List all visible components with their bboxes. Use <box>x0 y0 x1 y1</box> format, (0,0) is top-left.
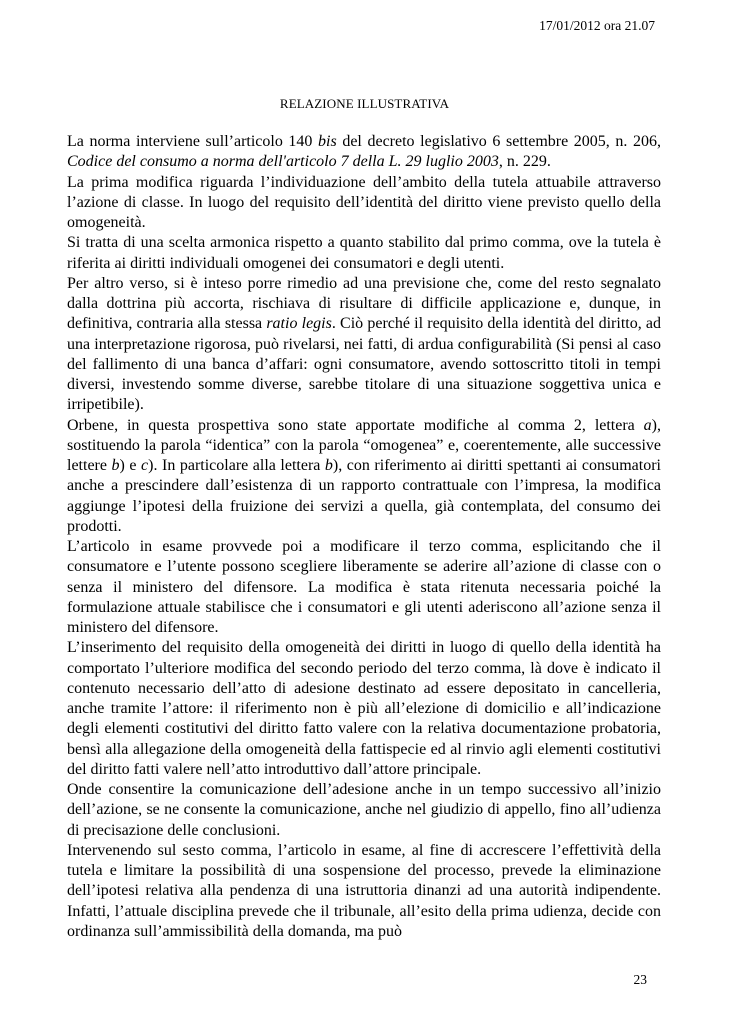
body-paragraph <box>67 780 661 841</box>
italic-text: c <box>141 457 149 474</box>
paragraph-text: L’articolo in esame provvede poi a modificare il terzo comma, esplicitando che il consumatore e l’utente possono scegliere liberamente se aderire all’azione di classe con o senza il ministero del difensore. La modifica è stata ritenuta necessaria poiché la formulazione attuale stabilisce che i consumatori e gli utenti aderiscono all’azione senza il ministero del difensore. <box>67 538 661 636</box>
paragraph-text: del decreto legislativo 6 settembre 2005, n. 206, <box>336 133 662 150</box>
italic-text: b <box>324 457 333 474</box>
body-paragraph <box>67 173 661 234</box>
paragraph-text: Per altro verso, si è inteso porre rimedio ad una previsione che, come del resto segnalato dalla dottrina più accorta, rischiava di risultare di difficile applicazione e, dunque, in definitiva, contraria alla stessa <box>67 274 661 333</box>
paragraph-text: ). In particolare alla lettera <box>148 457 325 474</box>
paragraph-text: La norma interviene sull’articolo 140 <box>67 133 319 150</box>
italic-text: a <box>643 416 652 434</box>
print-date: 17/01/2012 ora 21.07 <box>539 18 655 33</box>
italic-text: ratio legis <box>266 315 332 333</box>
body-paragraph <box>67 132 661 173</box>
paragraph-text: ), con riferimento ai diritti spettanti ai consumatori anche a prescindere dall’esistenza di un rapporto contrattuale con l’impresa, la modifica aggiunge l’ipotesi della fruizione dei servizi a quella, già contemplata, del consumo dei prodotti. <box>67 457 662 535</box>
document-title: RELAZIONE ILLUSTRATIVA <box>279 96 450 111</box>
paragraph-text: , n. 229. <box>498 153 551 171</box>
paragraph-text: ) e <box>119 457 142 474</box>
body-paragraph <box>67 537 661 638</box>
body-paragraph <box>67 841 661 942</box>
paragraph-text: Onde consentire la comunicazione dell’adesione anche in un tempo successivo all’inizio dell’azione, se ne consente la comunicazione, anche nel giudizio di appello, fino all’udienza di precisazione delle conclusioni. <box>67 781 661 839</box>
body-paragraph <box>67 233 661 274</box>
italic-text: Codice del consumo a norma dell'articolo 7 della L. 29 luglio 2003 <box>67 153 499 171</box>
document-body <box>67 132 661 942</box>
paragraph-text: Orbene, in questa prospettiva sono state apportate modifiche al comma 2, lettera <box>67 416 644 434</box>
paragraph-text: . Ciò perché il requisito della identità del diritto, ad una interpretazione rigorosa, può rivelarsi, nei fatti, di ardua configurabilità (Si pensi al caso del fallimento di una banca d’affari: ogni consumatore, avendo sottoscritto titoli in tempi diversi, investendo somme diverse, sarebbe titolare di una situazione soggettiva unica e irripetibile). <box>67 315 661 414</box>
body-paragraph <box>67 416 661 538</box>
italic-text: b <box>111 457 120 474</box>
body-paragraph <box>67 274 661 416</box>
paragraph-text: Si tratta di una scelta armonica rispetto a quanto stabilito dal primo comma, ove la tutela è riferita ai diritti individuali omogenei dei consumatori e degli utenti. <box>67 234 661 272</box>
paragraph-text: L’inserimento del requisito della omogeneità dei diritti in luogo di quello della identità ha comportato l’ulteriore modifica del secondo periodo del terzo comma, là dove è indicato il contenuto necessario dell’atto di adesione destinato ad essere depositato in cancelleria, anche tramite l’attore: il riferimento non è più all’elezione di domicilio e all’indicazione degli elementi costitutivi del diritto fatto valere con la relativa documentazione probatoria, bensì alla allegazione della omogeneità della fattispecie ed al rinvio agli elementi costitutivi del diritto fatti valere nell’atto introduttivo dall’attore principale. <box>67 639 661 778</box>
body-paragraph <box>67 638 661 780</box>
paragraph-text: ), sostituendo la parola “identica” con la parola “omogenea” e, coerentemente, alle successive lettere <box>67 416 661 474</box>
italic-text: bis <box>318 133 337 150</box>
page-number: 23 <box>633 972 647 987</box>
paragraph-text: Intervenendo sul sesto comma, l’articolo in esame, al fine di accrescere l’effettività della tutela e limitare la possibilità di una sospensione del processo, prevede la eliminazione dell’ipotesi relativa alla pendenza di una istruttoria dinanzi ad una autorità indipendente. Infatti, l’attuale disciplina prevede che il tribunale, all’esito della prima udienza, decide con ordinanza sull’ammissibilità della domanda, ma può <box>67 841 661 940</box>
paragraph-text: La prima modifica riguarda l’individuazione dell’ambito della tutela attuabile attraverso l’azione di classe. In luogo del requisito dell’identità del diritto viene previsto quello della omogeneità. <box>67 173 661 231</box>
